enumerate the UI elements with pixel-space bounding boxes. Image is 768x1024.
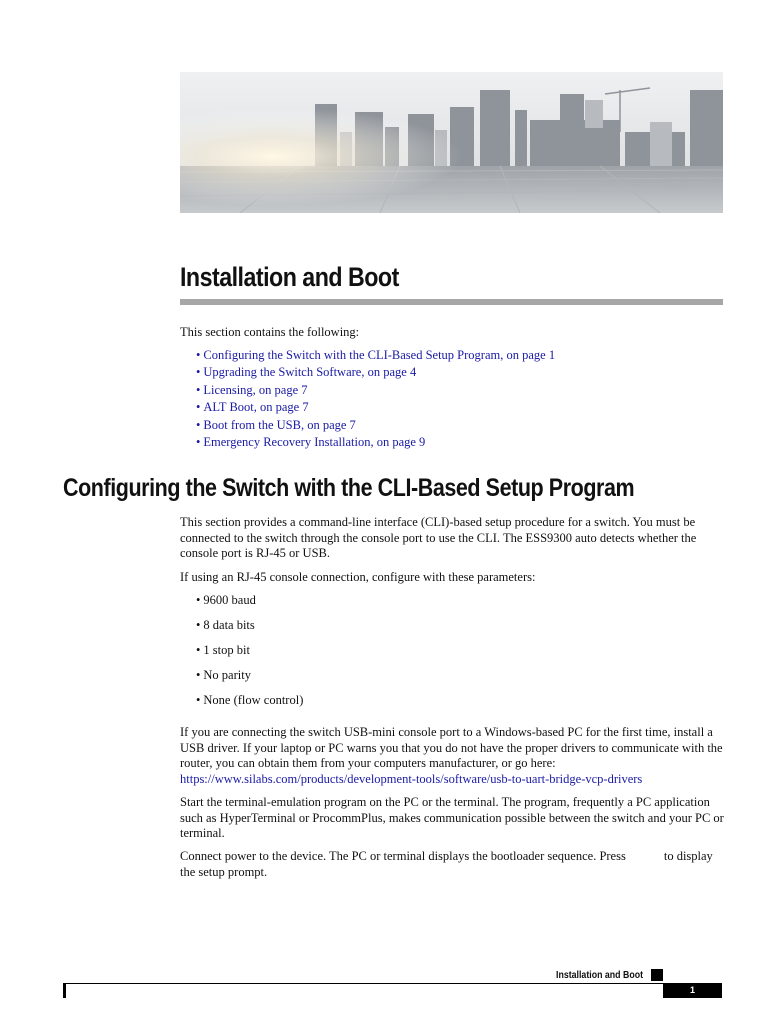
section-title: Configuring the Switch with the CLI-Based Setup Program [63, 474, 635, 502]
section-paragraph-2: If using an RJ-45 console connection, configure with these parameters: [180, 570, 536, 584]
section-paragraph-5: Connect power to the device. The PC or terminal displays the bootloader sequence. Press to display the setup prompt. [180, 849, 713, 879]
page-number: 1 [663, 983, 722, 998]
toc-item[interactable]: • Configuring the Switch with the CLI-Based Setup Program, on page 1 [196, 348, 556, 362]
list-item: • 8 data bits [196, 618, 255, 632]
toc-item[interactable]: • Emergency Recovery Installation, on page 9 [196, 434, 426, 449]
list-item: • 9600 baud [196, 593, 256, 607]
toc-item[interactable]: • Upgrading the Switch Software, on page 4 [196, 365, 417, 380]
toc-link-boot-usb[interactable]: Boot from the USB, on page 7 [203, 417, 356, 432]
footer-tick [63, 984, 66, 998]
toc-link-emergency-recovery[interactable]: Emergency Recovery Installation, on page 9 [203, 434, 426, 449]
toc-link-licensing[interactable]: Licensing, on page 7 [203, 382, 308, 397]
footer-chapter-label: Installation and Boot [556, 970, 644, 981]
section-paragraph-1: This section provides a command-line interface (CLI)-based setup procedure for a switch. You must be connected to the switch through the console port to use the CLI. The ESS9300 auto detects whether the console port is RJ-45 or USB. [180, 515, 697, 560]
driver-download-link[interactable]: https://www.silabs.com/products/development-tools/software/usb-to-uart-bridge-vcp-drivers [180, 771, 643, 786]
footer-marker [651, 969, 663, 981]
table-of-contents [196, 347, 555, 451]
toc-item[interactable]: • Licensing, on page 7 [196, 382, 308, 397]
section-paragraph-3: If you are connecting the switch USB-mini console port to a Windows-based PC for the first time, install a USB driver. If your laptop or PC warns you that you do not have the proper drivers to communicate with the router, you can obtain them from your computers manufacturer, or go here: https://www.silabs.com/products/development-tools/software/usb-to-uart-bridge-vcp-drivers [180, 725, 723, 786]
header-banner-image [180, 72, 723, 213]
toc-item[interactable]: • ALT Boot, on page 7 [196, 400, 309, 415]
section-paragraph-4: Start the terminal-emulation program on the PC or the terminal. The program, frequently a PC application such as HyperTerminal or ProcommPlus, makes communication possible between the switch and your PC or terminal. [180, 795, 724, 840]
toc-link-upgrading[interactable]: Upgrading the Switch Software, on page 4 [203, 365, 417, 380]
intro-text: This section contains the following: [180, 325, 360, 339]
toc-link-alt-boot[interactable]: ALT Boot, on page 7 [203, 400, 309, 415]
toc-item[interactable]: • Boot from the USB, on page 7 [196, 417, 356, 432]
list-item: • 1 stop bit [196, 643, 250, 657]
footer-rule [63, 983, 663, 984]
list-item: • No parity [196, 668, 251, 682]
console-parameters-list [196, 593, 303, 718]
list-item: • None (flow control) [196, 693, 304, 707]
toc-link-configuring[interactable]: Configuring the Switch with the CLI-Based Setup Program, on page 1 [203, 348, 556, 362]
chapter-title-rule [180, 299, 723, 305]
chapter-title: Installation and Boot [180, 262, 399, 292]
